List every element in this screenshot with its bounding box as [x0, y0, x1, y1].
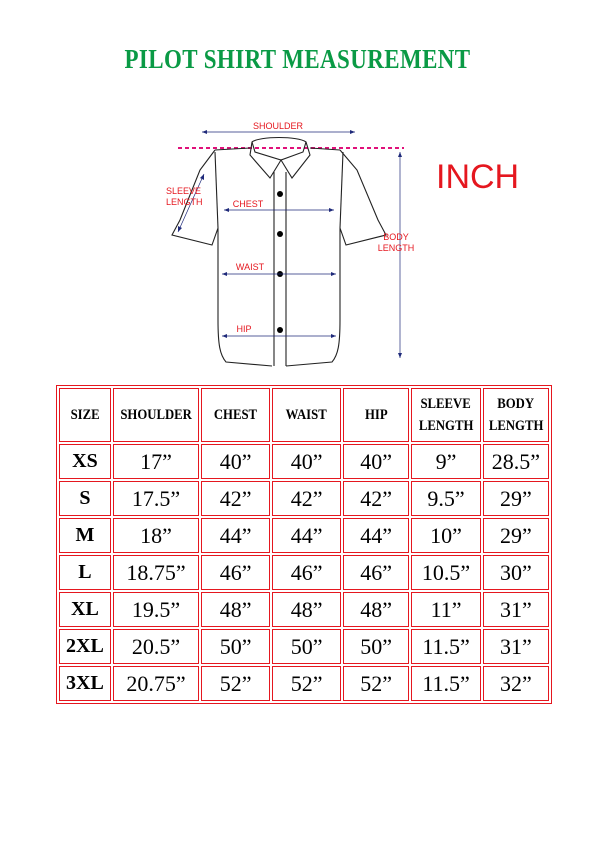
shoulder-label: SHOULDER: [252, 121, 304, 131]
table-row: [59, 444, 549, 479]
header-shoulder: SHOULDER: [113, 388, 199, 442]
sleeve-length-label-line1: SLEEVE: [166, 186, 202, 196]
cell-body-length: 28.5”: [483, 444, 549, 479]
cell-size: 3XL: [59, 666, 111, 701]
cell-hip: 42”: [343, 481, 409, 516]
header-waist: WAIST: [272, 388, 341, 442]
body-length-measure: [378, 152, 415, 358]
cell-chest: 46”: [201, 555, 270, 590]
cell-shoulder: 20.75”: [113, 666, 199, 701]
cell-shoulder: 17”: [113, 444, 199, 479]
cell-hip: 50”: [343, 629, 409, 664]
cell-body-length: 32”: [483, 666, 549, 701]
cell-waist: 42”: [272, 481, 341, 516]
header-hip: HIP: [343, 388, 409, 442]
cell-hip: 52”: [343, 666, 409, 701]
header-size: SIZE: [59, 388, 111, 442]
cell-chest: 52”: [201, 666, 270, 701]
cell-sleeve-length: 9”: [411, 444, 480, 479]
cell-waist: 40”: [272, 444, 341, 479]
table-row: [59, 666, 549, 701]
cell-chest: 48”: [201, 592, 270, 627]
cell-waist: 44”: [272, 518, 341, 553]
cell-body-length: 30”: [483, 555, 549, 590]
cell-chest: 50”: [201, 629, 270, 664]
cell-waist: 52”: [272, 666, 341, 701]
cell-hip: 40”: [343, 444, 409, 479]
cell-waist: 46”: [272, 555, 341, 590]
sleeve-length-label-line2: LENGTH: [166, 197, 203, 207]
shirt-measurement-diagram: [160, 110, 430, 370]
table-row: [59, 592, 549, 627]
cell-chest: 42”: [201, 481, 270, 516]
cell-waist: 48”: [272, 592, 341, 627]
cell-sleeve-length: 10.5”: [411, 555, 480, 590]
cell-sleeve-length: 9.5”: [411, 481, 480, 516]
chest-measure: [224, 199, 334, 212]
page-title: PILOT SHIRT MEASUREMENT: [124, 44, 471, 74]
hip-label: HIP: [236, 324, 252, 334]
table-row: [59, 518, 549, 553]
cell-sleeve-length: 11.5”: [411, 629, 480, 664]
cell-hip: 46”: [343, 555, 409, 590]
waist-label: WAIST: [235, 262, 265, 272]
cell-shoulder: 18”: [113, 518, 199, 553]
cell-body-length: 31”: [483, 592, 549, 627]
header-chest: CHEST: [201, 388, 270, 442]
cell-body-length: 29”: [483, 481, 549, 516]
cell-body-length: 29”: [483, 518, 549, 553]
shoulder-measure: [202, 121, 355, 134]
unit-label: INCH: [436, 158, 520, 196]
cell-shoulder: 18.75”: [113, 555, 199, 590]
cell-size: L: [59, 555, 111, 590]
table-row: [59, 555, 549, 590]
cell-sleeve-length: 10”: [411, 518, 480, 553]
cell-sleeve-length: 11”: [411, 592, 480, 627]
cell-size: XL: [59, 592, 111, 627]
shirt-buttons: [277, 191, 283, 333]
cell-size: XS: [59, 444, 111, 479]
cell-hip: 48”: [343, 592, 409, 627]
cell-shoulder: 20.5”: [113, 629, 199, 664]
chest-label: CHEST: [232, 199, 264, 209]
sleeve-length-measure: [166, 174, 204, 232]
cell-body-length: 31”: [483, 629, 549, 664]
cell-size: 2XL: [59, 629, 111, 664]
header-body-length: BODY LENGTH: [483, 388, 549, 442]
size-chart-table: [56, 385, 552, 704]
table-header-row: [59, 388, 549, 442]
cell-waist: 50”: [272, 629, 341, 664]
header-sleeve-length: SLEEVE LENGTH: [411, 388, 480, 442]
cell-size: M: [59, 518, 111, 553]
body-length-label-line2: LENGTH: [377, 243, 415, 253]
cell-shoulder: 19.5”: [113, 592, 199, 627]
cell-size: S: [59, 481, 111, 516]
cell-chest: 44”: [201, 518, 270, 553]
cell-chest: 40”: [201, 444, 270, 479]
cell-hip: 44”: [343, 518, 409, 553]
cell-shoulder: 17.5”: [113, 481, 199, 516]
table-row: [59, 629, 549, 664]
body-length-label-line1: BODY: [383, 232, 409, 242]
table-row: [59, 481, 549, 516]
cell-sleeve-length: 11.5”: [411, 666, 480, 701]
waist-measure: [222, 262, 336, 276]
